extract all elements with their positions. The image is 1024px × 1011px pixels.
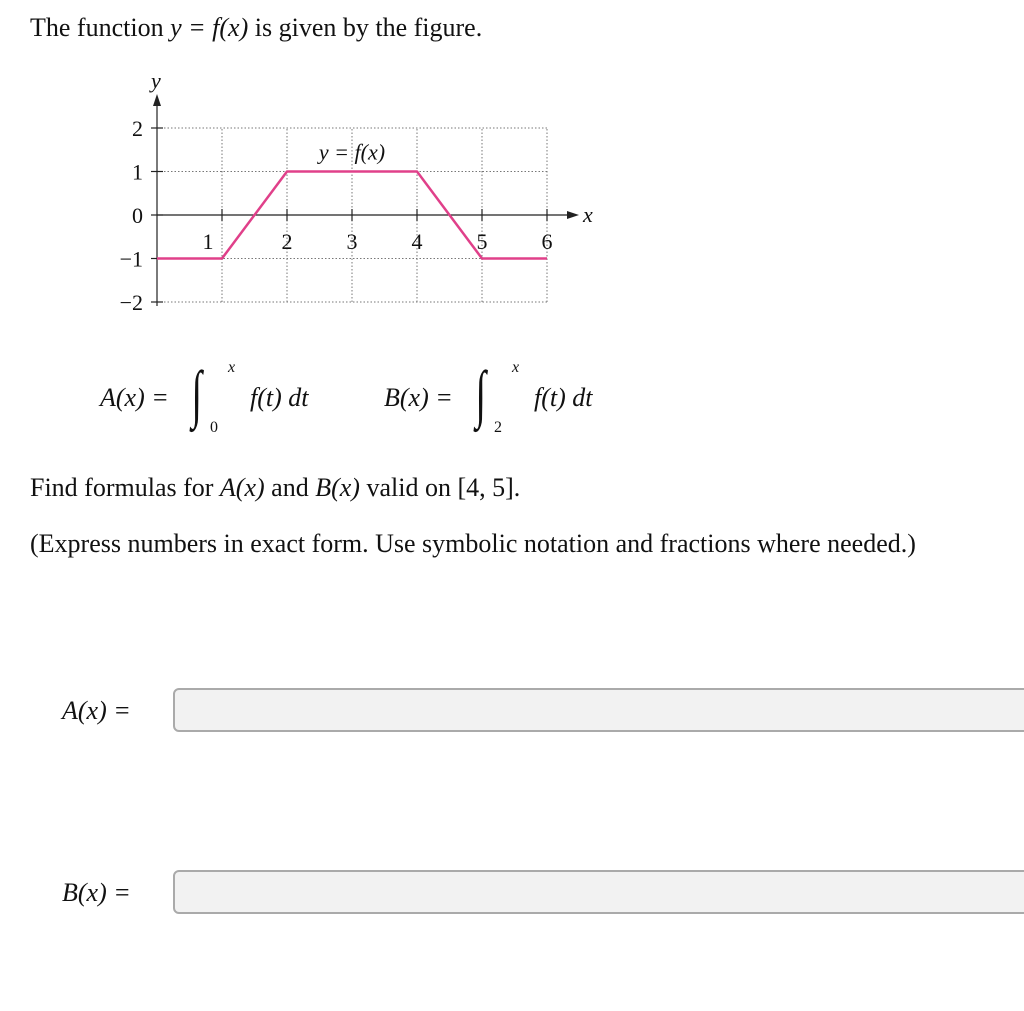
y-tick-label: −1 <box>119 246 143 272</box>
definition-b-lower-limit: 2 <box>494 419 502 436</box>
definition-b-integrand: f(t) dt <box>534 383 593 412</box>
x-tick-label: 1 <box>202 229 214 254</box>
instructions: (Express numbers in exact form. Use symbolic notation and fractions where needed.) <box>30 529 916 558</box>
definition-b-lhs: B(x) = <box>384 383 453 412</box>
find-text-post: valid on [4, 5]. <box>366 473 521 502</box>
definition-a-lower-limit: 0 <box>210 419 218 436</box>
x-axis-label: x <box>583 202 593 227</box>
definition-a-lhs: A(x) = <box>100 383 169 412</box>
definition-a <box>100 357 320 444</box>
definition-a-upper-limit: x <box>228 359 236 376</box>
x-tick-label: 2 <box>281 229 293 254</box>
answer-b-row <box>0 870 1024 918</box>
answer-a-row <box>0 688 1024 736</box>
answer-a-input[interactable] <box>173 688 1024 732</box>
intro-equation: y = f(x) <box>170 13 249 42</box>
y-tick-label: 0 <box>132 203 143 228</box>
x-tick-label: 6 <box>541 229 553 254</box>
intro-text-pre: The function <box>30 13 164 42</box>
definition-a-integrand: f(t) dt <box>250 383 309 412</box>
y-tick-label: 1 <box>132 159 143 185</box>
integral-sign-icon: ∫ <box>475 358 487 429</box>
integral-sign-icon: ∫ <box>191 358 203 429</box>
x-tick-label: 5 <box>476 229 488 254</box>
definition-b-upper-limit: x <box>512 359 520 376</box>
x-tick-label: 4 <box>411 229 423 254</box>
curve-label: y = f(x) <box>318 139 386 165</box>
function-graph <box>100 68 620 334</box>
find-b: B(x) <box>315 473 360 502</box>
intro-line <box>30 12 482 44</box>
y-tick-label: 2 <box>132 116 143 141</box>
x-axis-arrow-icon <box>567 211 579 219</box>
definition-b <box>384 357 614 444</box>
y-axis-arrow-icon <box>153 94 161 106</box>
y-axis-label: y <box>151 68 161 93</box>
answer-b-label: B(x) = <box>62 878 131 907</box>
answer-a-label: A(x) = <box>62 696 131 725</box>
intro-text-post: is given by the figure. <box>254 13 483 42</box>
y-tick-label: −2 <box>119 290 143 315</box>
x-tick-label: 3 <box>346 229 358 254</box>
find-a: A(x) <box>219 473 265 502</box>
find-text-pre: Find formulas for <box>30 473 214 502</box>
find-and: and <box>271 473 309 502</box>
find-line <box>30 472 520 504</box>
answer-b-input[interactable] <box>173 870 1024 914</box>
